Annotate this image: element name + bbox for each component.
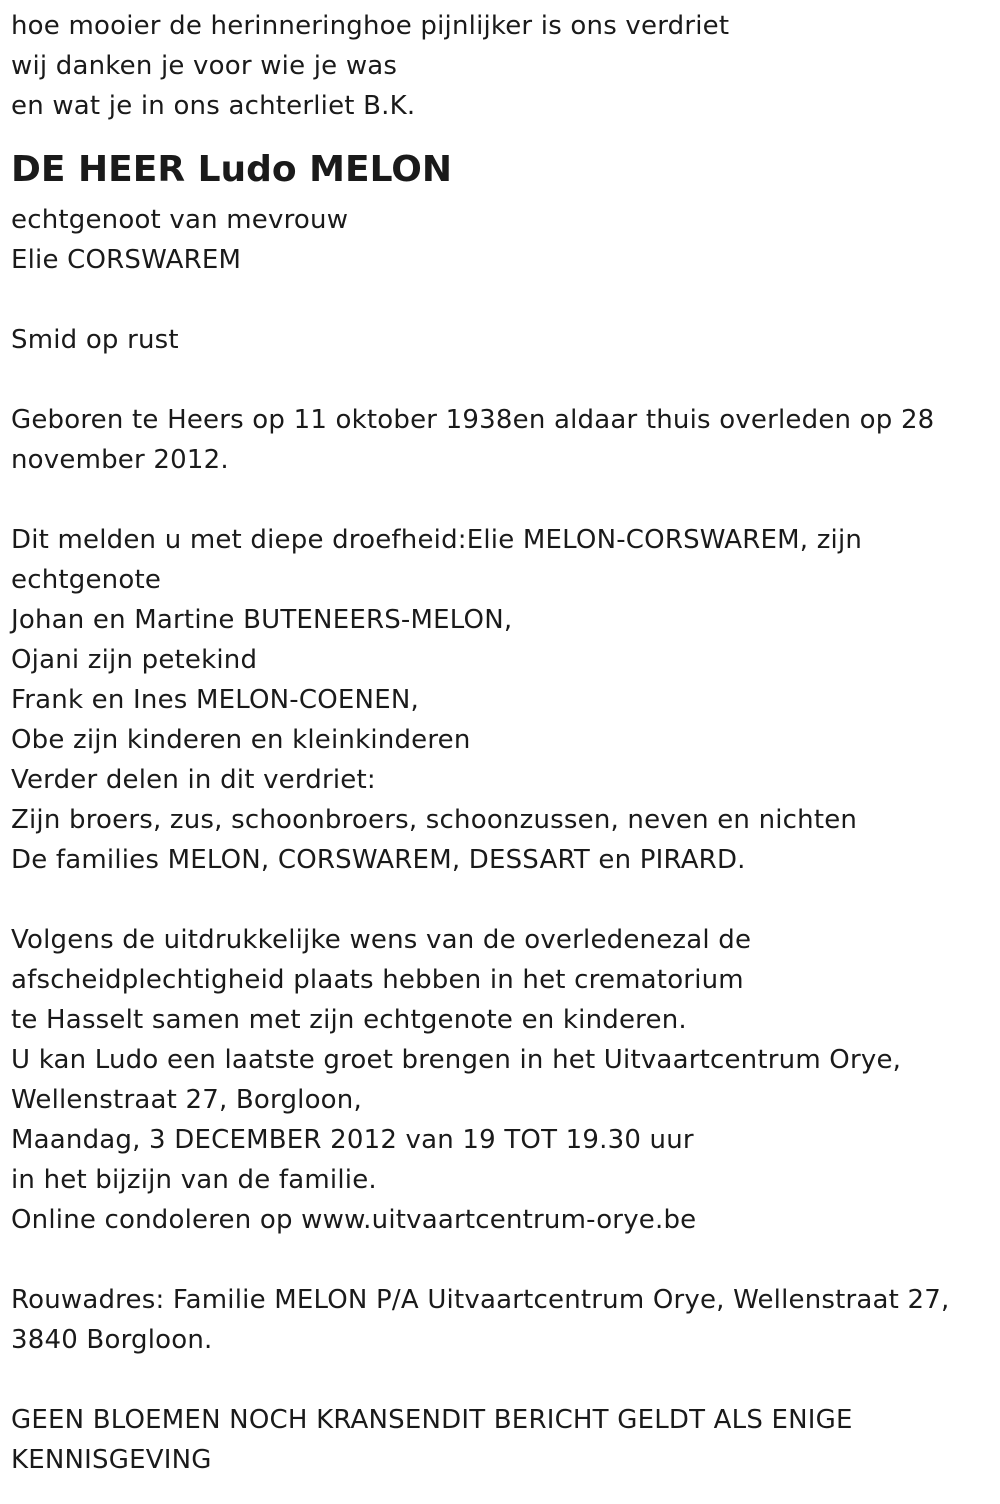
ceremony-line: Volgens de uitdrukkelijke wens van de overledenezal de	[11, 925, 752, 955]
ceremony-line: Wellenstraat 27, Borgloon,	[11, 1085, 362, 1115]
address-block	[11, 1280, 1000, 1360]
ceremony-line: te Hasselt samen met zijn echtgenote en kinderen.	[11, 1005, 687, 1035]
family-line: Obe zijn kinderen en kleinkinderen	[11, 725, 471, 755]
family-line: Ojani zijn petekind	[11, 645, 258, 675]
occupation: Smid op rust	[11, 325, 179, 355]
address-line: Rouwadres: Familie MELON P/A Uitvaartcentrum Orye, Wellenstraat 27,	[11, 1285, 950, 1315]
condolence-website-line: Online condoleren op www.uitvaartcentrum-orye.be	[11, 1205, 697, 1235]
poem-line: hoe mooier de herinneringhoe pijnlijker is ons verdriet	[11, 11, 730, 41]
poem-block	[11, 6, 1000, 126]
notice-block	[11, 1400, 1000, 1480]
family-block	[11, 520, 1000, 880]
address-line: 3840 Borgloon.	[11, 1325, 213, 1355]
deceased-name: DE HEER Ludo MELON	[11, 149, 452, 190]
family-line: Frank en Ines MELON-COENEN,	[11, 685, 419, 715]
ceremony-line: Maandag, 3 DECEMBER 2012 van 19 TOT 19.30 uur	[11, 1125, 694, 1155]
ceremony-line: afscheidplechtigheid plaats hebben in het crematorium	[11, 965, 744, 995]
family-line: echtgenote	[11, 565, 162, 595]
poem-line: wij danken je voor wie je was	[11, 51, 398, 81]
family-line: Verder delen in dit verdriet:	[11, 765, 376, 795]
family-line: Johan en Martine BUTENEERS-MELON,	[11, 605, 513, 635]
ceremony-block	[11, 920, 1000, 1240]
spouse-line: Elie CORSWAREM	[11, 245, 242, 275]
birth-death-line: Geboren te Heers op 11 oktober 1938en aldaar thuis overleden op 28	[11, 405, 935, 435]
family-line: De families MELON, CORSWAREM, DESSART en PIRARD.	[11, 845, 746, 875]
ceremony-line: U kan Ludo een laatste groet brengen in het Uitvaartcentrum Orye,	[11, 1045, 902, 1075]
birth-death-block	[11, 400, 1000, 480]
spouse-line: echtgenoot van mevrouw	[11, 205, 349, 235]
spouse-block	[11, 200, 1000, 280]
birth-death-line: november 2012.	[11, 445, 229, 475]
notice-line: KENNISGEVING	[11, 1445, 212, 1475]
ceremony-line: in het bijzijn van de familie.	[11, 1165, 377, 1195]
family-line: Dit melden u met diepe droefheid:Elie MELON-CORSWAREM, zijn	[11, 525, 863, 555]
poem-line: en wat je in ons achterliet B.K.	[11, 91, 416, 121]
notice-line: GEEN BLOEMEN NOCH KRANSENDIT BERICHT GELDT ALS ENIGE	[11, 1405, 853, 1435]
family-line: Zijn broers, zus, schoonbroers, schoonzussen, neven en nichten	[11, 805, 858, 835]
